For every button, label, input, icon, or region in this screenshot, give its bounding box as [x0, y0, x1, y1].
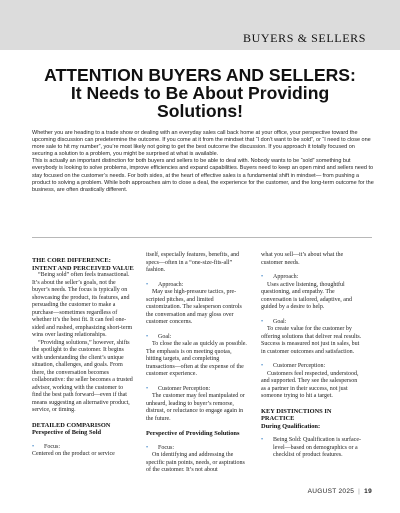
- title-line-1: ATTENTION BUYERS AND SELLERS:: [44, 65, 356, 85]
- list-item-customer-perception: [146, 386, 248, 394]
- focus-label: Focus:: [44, 443, 61, 450]
- heading-key-distinctions: KEY DISTINCTIONS IN PRACTICE: [261, 407, 332, 423]
- list-item-approach-solutions: [261, 274, 363, 282]
- perception-text: The customer may feel manipulated or unheard, leading to buyer’s remorse, distrust, or reluctance to engage again in the future.: [146, 393, 245, 422]
- paragraph-providing-solutions: “Providing solutions,” however, shifts the spotlight to the customer. It begins with understanding the client’s unique situation, challenges, and goals. From there, the conversation becomes collaborative: the seller becomes a trusted advisor, working with the customer to find the best path forward—even if that means suggesting an alternative product, service, or timing.: [32, 339, 133, 414]
- perception-text-solutions: Customers feel respected, understood, and supported. They see the salesperson as a partner in their success, not just someone trying to hit a target.: [261, 370, 359, 399]
- goal-label-solutions: Goal:: [273, 318, 287, 325]
- paragraph-being-sold: “Being sold” often feels transactional. It’s about the seller’s goals, not the buyer’s needs. The focus is typically on showcasing the product, its features, and persuading the customer to make a purchase—sometimes regardless of whether it’s the best fit. It can feel one-sided and rushed, emphasizing short-term wins over lasting relationships.: [32, 272, 133, 339]
- list-item-perception-solutions: [261, 363, 363, 371]
- bullet-icon: •: [146, 281, 149, 288]
- perception-label-solutions: Customer Perception:: [273, 363, 326, 369]
- section-divider: [32, 237, 372, 238]
- page-footer: [308, 488, 372, 495]
- approach-text: May use high-pressure tactics, pre-scripted pitches, and limited customization. The salesperson controls the conversation and may gloss over customer concerns.: [146, 289, 242, 325]
- goal-label: Goal:: [158, 333, 172, 340]
- section-label: BUYERS & SELLERS: [243, 31, 366, 45]
- intro-paragraph-2: This is actually an important distinction for both buyers and sellers to be able to deal with. Nobody wants to be “sold” something but everybody is looking to solve problems, improve efficiencies and expand capabilities. Buyers need to keep an open mind and sellers need to stay focused on the customer’s needs. For both sides, at the heart of effective sales is a fundamental shift in mindset— from pushing a product to solving a problem. While both approaches aim to close a deal, the experience for the customer, and the long-term outcome for the business, are often drastically different.: [32, 158, 374, 193]
- column-1: [32, 257, 134, 459]
- approach-text-solutions: Uses active listening, thoughtful questioning, and empathy. The conversation is tailored, adaptive, and guided by a desire to help.: [261, 281, 352, 310]
- bullet-icon: •: [261, 363, 264, 369]
- focus-label-solutions: Focus:: [158, 444, 175, 451]
- heading-detailed-comparison: DETAILED COMPARISON: [32, 421, 111, 429]
- perception-label: Customer Perception:: [158, 385, 211, 392]
- footer-separator: |: [358, 488, 361, 495]
- intro-text: [32, 130, 376, 194]
- paragraph-focus-continued: itself, especially features, benefits, and specs—often in a “one-size-fits-all” fashion.: [146, 252, 240, 273]
- goal-text-solutions: To create value for the customer by offering solutions that deliver real results. Success is measured not just in sales, but in customer outcomes and satisfaction.: [261, 326, 362, 355]
- subheading-qualification: During Qualification:: [261, 422, 321, 430]
- bullet-icon: •: [146, 444, 149, 451]
- list-item-approach: [146, 282, 248, 290]
- subheading-being-sold: Perspective of Being Sold: [32, 429, 102, 437]
- being-sold-qualification-text: Being Sold: Qualification is surface-level—based on demographics or a checklist of product features.: [273, 437, 361, 459]
- focus-text-solutions: On identifying and addressing the specific pain points, needs, or aspirations of the customer. It’s not about: [146, 452, 245, 474]
- approach-label-solutions: Approach:: [273, 274, 299, 280]
- issue-date: AUGUST 2025: [307, 488, 355, 495]
- focus-text: Centered on the product or service: [32, 451, 115, 458]
- bullet-icon: •: [261, 274, 264, 280]
- list-item-focus: [32, 444, 134, 452]
- bullet-icon: •: [146, 385, 149, 392]
- column-3: [261, 252, 363, 460]
- heading-providing-solutions: Perspective of Providing Solutions: [146, 430, 240, 437]
- approach-label: Approach:: [158, 281, 184, 288]
- bullet-icon: •: [146, 333, 149, 340]
- list-item-goal-solutions: [261, 319, 363, 327]
- title-line-2: It Needs to Be About Providing Solutions!: [70, 83, 330, 121]
- bullet-icon: •: [261, 437, 264, 444]
- heading-core-difference: THE CORE DIFFERENCE: INTENT AND PERCEIVED VALUE: [32, 257, 134, 272]
- column-2: [146, 252, 248, 475]
- list-item-being-sold-qualification: [261, 437, 363, 460]
- paragraph-focus-continued-3: what you sell—it’s about what the customer needs.: [261, 252, 344, 266]
- goal-text: To close the sale as quickly as possible. The emphasis is on meeting quotas, hitting targets, and completing transactions—often at the expense of the customer experience.: [146, 341, 247, 377]
- article-title: [0, 66, 400, 120]
- bullet-icon: •: [261, 318, 264, 325]
- intro-paragraph-1: Whether you are heading to a trade show or dealing with an everyday sales call back home at your office, your perspective toward the upcoming discussion can predetermine the outcome. If you come at it from the mindset that “I don’t want to be sold”, or “I need to close one more sale to hit my number”, you’re most likely not going to get the best outcome the discussion. If you approach it totally focused on securing a solution to a problem, you might be surprised at what is available.: [32, 130, 371, 158]
- bullet-icon: •: [32, 443, 35, 450]
- page-number: 19: [364, 488, 372, 495]
- list-item-goal: [146, 334, 248, 342]
- list-item-focus-solutions: [146, 445, 248, 453]
